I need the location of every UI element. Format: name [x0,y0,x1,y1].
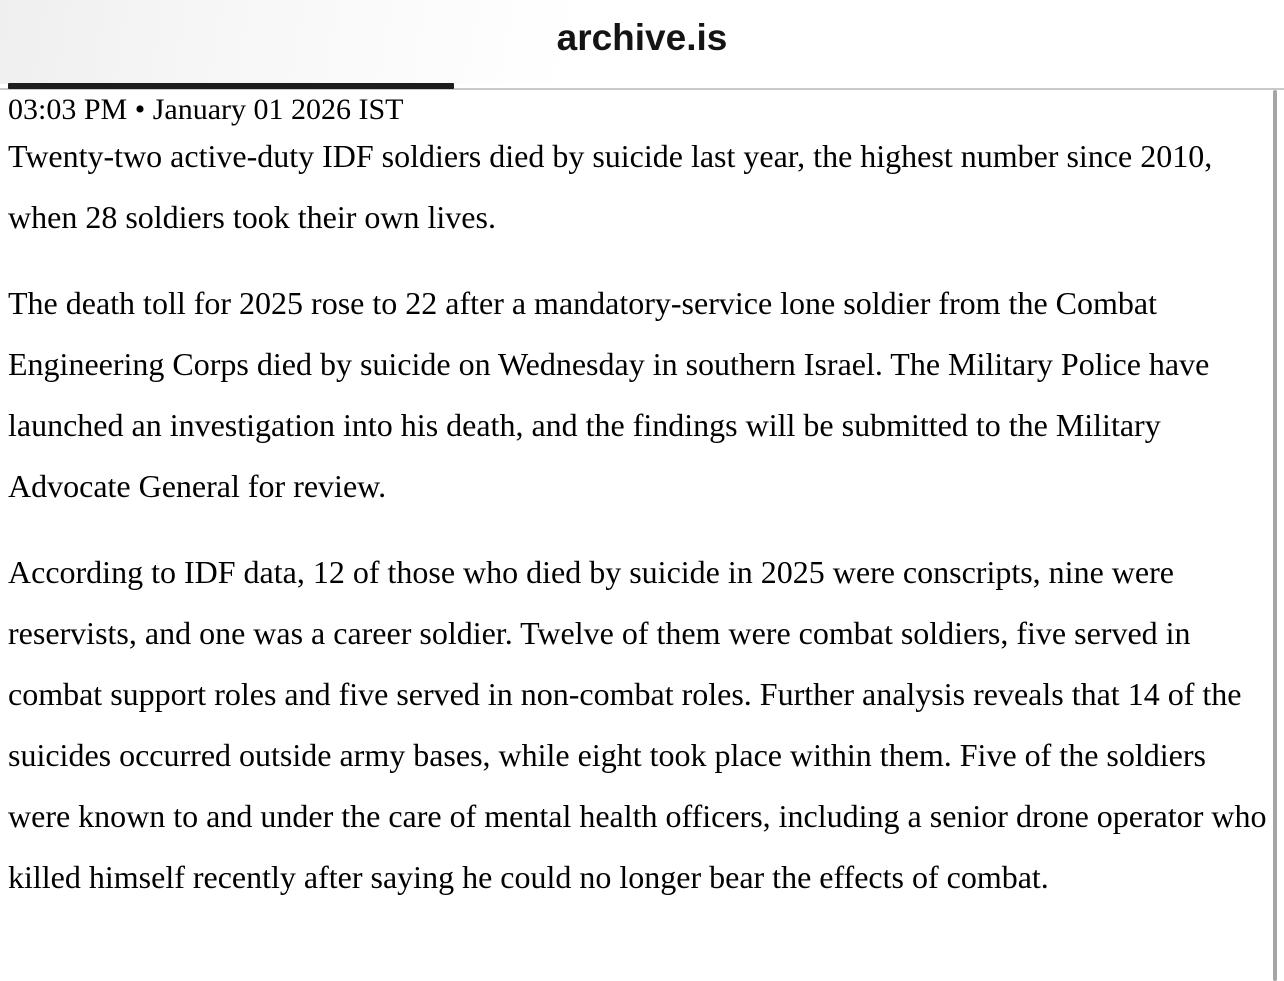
site-title-link[interactable]: archive.is [556,17,728,58]
article-paragraph-3: According to IDF data, 12 of those who died by suicide in 2025 were conscripts, nine were reservists, and one was a career soldier. Twelve of them were combat soldiers, five served in combat support roles and five served in non-combat roles. Further analysis reveals that 14 of the suicides occurred outside army bases, while eight took place within them. Five of the soldiers were known to and under the care of mental health officers, including a senior drone operator who killed himself recently after saying he could no longer bear the effects of combat. [8,554,1267,895]
article-body [8,94,1268,933]
scrollbar-track[interactable] [1271,90,1284,981]
article-timestamp: 03:03 PM • January 01 2026 IST [8,93,404,126]
scrollbar-thumb[interactable] [1273,90,1277,981]
article-paragraph-2: The death toll for 2025 rose to 22 after a mandatory-service lone soldier from the Combat Engineering Corps died by suicide on Wednesday in southern Israel. The Military Police have launched an investigation into his death, and the findings will be submitted to the Military Advocate General for review. [8,285,1210,504]
site-header [0,0,1284,84]
header-divider-bar [8,83,454,89]
article-paragraph-1: Twenty-two active-duty IDF soldiers died by suicide last year, the highest number since 2010, when 28 soldiers took their own lives. [8,138,1213,235]
